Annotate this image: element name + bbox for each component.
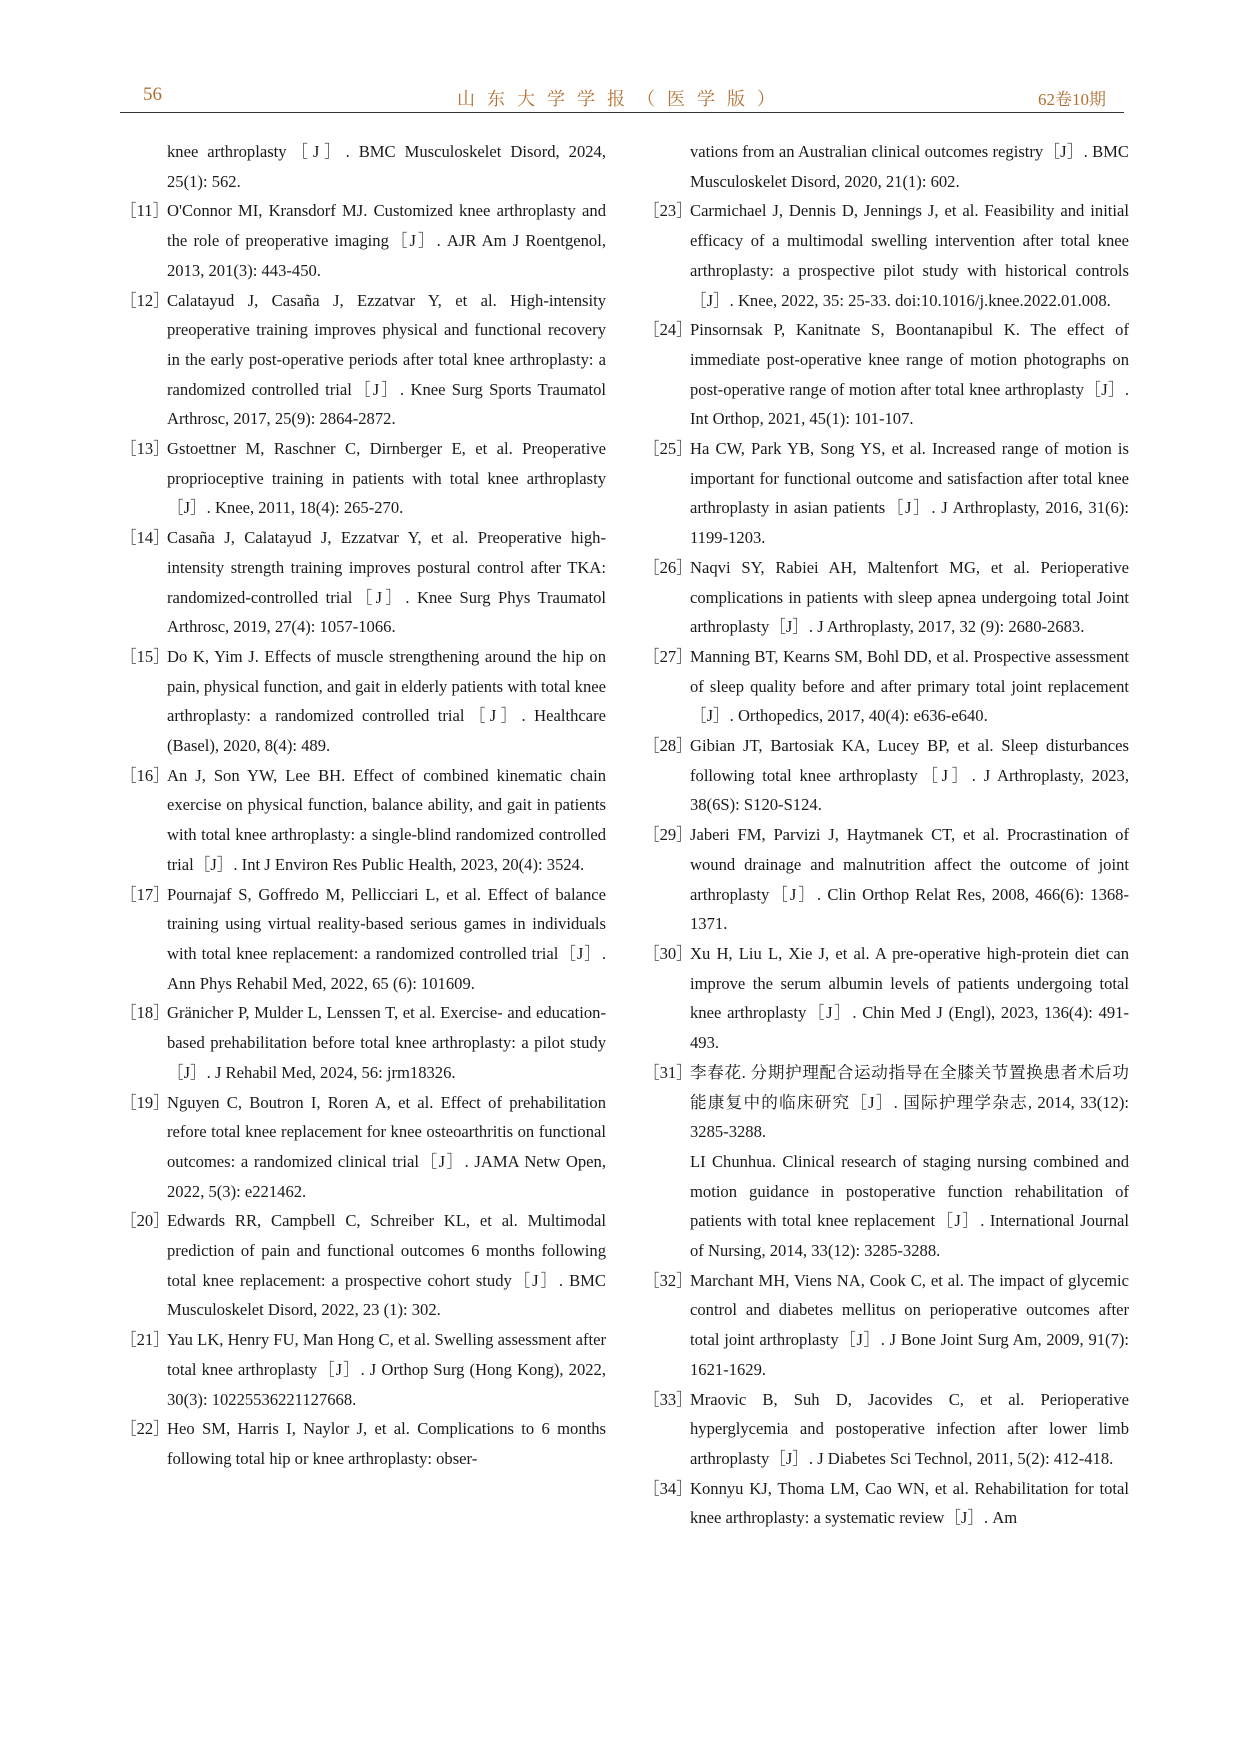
reference-text: Calatayud J, Casaña J, Ezzatvar Y, et al. High-intensity preoperative training improves physical and functional recovery in the early post-operative periods after total knee arthroplasty: a randomized controlled trial［J］. Knee Surg Sports Traumatol Arthrosc, 2017, 25(9): 2864-2872. (167, 290, 606, 429)
reference-entry (643, 1474, 1129, 1533)
reference-number: ［19］ (120, 1092, 170, 1112)
reference-entry (120, 1206, 606, 1325)
reference-text: Marchant MH, Viens NA, Cook C, et al. The impact of glycemic control and diabetes mellitus on perioperative outcomes after total joint arthroplasty［J］. J Bone Joint Surg Am, 2009, 91(7): 1621-1629. (690, 1270, 1129, 1379)
reference-text: Do K, Yim J. Effects of muscle strengthening around the hip on pain, physical function, and gait in elderly patients with total knee arthroplasty: a randomized controlled trial［J］. Healthcare (Basel), 2020, 8(4): 489. (167, 646, 606, 756)
reference-text: Gstoettner M, Raschner C, Dirnberger E, et al. Preoperative proprioceptive training in patients with total knee arthroplasty［J］. Knee, 2011, 18(4): 265-270. (167, 439, 606, 518)
reference-text: Jaberi FM, Parvizi J, Haytmanek CT, et al. Procrastination of wound drainage and malnutrition affect the outcome of joint arthroplasty［J］. Clin Orthop Relat Res, 2008, 466(6): 1368-1371. (690, 825, 1129, 934)
reference-entry (643, 939, 1129, 1058)
reference-number: ［25］ (643, 439, 693, 459)
reference-number: ［32］ (643, 1270, 693, 1290)
reference-text: Konnyu KJ, Thoma LM, Cao WN, et al. Rehabilitation for total knee arthroplasty: a systematic review［J］. Am (690, 1478, 1129, 1528)
reference-text: Yau LK, Henry FU, Man Hong C, et al. Swelling assessment after total knee arthroplasty［J］. J Orthop Surg (Hong Kong), 2022, 30(3): 10225536221127668. (167, 1330, 606, 1409)
reference-text: Nguyen C, Boutron I, Roren A, et al. Effect of prehabilitation refore total knee replacement for knee osteoarthritis on functional outcomes: a randomized clinical trial［J］. JAMA Netw Open, 2022, 5(3): e221462. (167, 1092, 606, 1201)
reference-text: Manning BT, Kearns SM, Bohl DD, et al. Prospective assessment of sleep quality before and after primary total joint replacement［J］. Orthopedics, 2017, 40(4): e636-e640. (690, 646, 1129, 726)
reference-number: ［27］ (643, 646, 693, 666)
reference-number: ［18］ (120, 1003, 170, 1023)
reference-number: ［33］ (643, 1389, 693, 1409)
reference-number: ［29］ (643, 825, 693, 845)
reference-number: ［17］ (120, 884, 170, 904)
reference-entry (643, 315, 1129, 434)
reference-entry (643, 196, 1129, 315)
reference-text: 李春花. 分期护理配合运动指导在全膝关节置换患者术后功能康复中的临床研究［J］. 国际护理学杂志, 2014, 33(12): 3285-3288. (690, 1062, 1129, 1142)
reference-entry (120, 434, 606, 523)
reference-entry (120, 1088, 606, 1207)
running-header (120, 82, 1124, 113)
reference-entry (643, 820, 1129, 939)
reference-text: Edwards RR, Campbell C, Schreiber KL, et al. Multimodal prediction of pain and functional outcomes 6 months following total knee replacement: a prospective cohort study［J］. BMC Musculoskelet Disord, 2022, 23 (1): 302. (167, 1211, 606, 1320)
reference-entry (120, 137, 606, 196)
reference-text: Heo SM, Harris I, Naylor J, et al. Complications to 6 months following total hip or knee arthroplasty: obser- (167, 1419, 606, 1468)
reference-entry (120, 1325, 606, 1414)
reference-entry (120, 286, 606, 435)
reference-entry (643, 1147, 1129, 1266)
page-number: 56 (143, 84, 162, 105)
reference-entry (120, 761, 606, 880)
reference-entry (643, 434, 1129, 553)
reference-entry (643, 731, 1129, 820)
reference-text: Carmichael J, Dennis D, Jennings J, et al. Feasibility and initial efficacy of a multimodal swelling intervention after total knee arthroplasty: a prospective pilot study with historical controls［J］. Knee, 2022, 35: 25-33. doi:10.1016/j.knee.2022.01.008. (690, 201, 1129, 310)
reference-number: ［13］ (120, 439, 170, 459)
reference-number: ［28］ (643, 736, 693, 756)
reference-text: Pournajaf S, Goffredo M, Pellicciari L, et al. Effect of balance training using virtual reality-based serious games in individuals with total knee replacement: a randomized controlled trial［J］. Ann Phys Rehabil Med, 2022, 65 (6): 101609. (167, 884, 606, 993)
reference-entry (120, 196, 606, 285)
reference-entry (120, 1414, 606, 1473)
reference-number: ［23］ (643, 201, 693, 221)
volume-issue: 62卷10期 (1038, 90, 1106, 109)
reference-entry (120, 880, 606, 999)
reference-text: LI Chunhua. Clinical research of staging nursing combined and motion guidance in postoperative function rehabilitation of patients with total knee replacement［J］. International Journal of Nursing, 2014, 33(12): 3285-3288. (690, 1151, 1129, 1261)
right-reference-column (643, 137, 1129, 1533)
reference-entry (120, 642, 606, 761)
reference-entry (643, 642, 1129, 731)
reference-number: ［20］ (120, 1211, 170, 1231)
reference-entry (120, 998, 606, 1087)
reference-text: Casaña J, Calatayud J, Ezzatvar Y, et al. Preoperative high-intensity strength training improves postural control after TKA: randomized-controlled trial［J］. Knee Surg Phys Traumatol Arthrosc, 2019, 27(4): 1057-1066. (167, 528, 606, 637)
reference-entry (120, 523, 606, 642)
reference-number: ［34］ (643, 1478, 693, 1498)
reference-number: ［15］ (120, 646, 170, 666)
reference-text: O'Connor MI, Kransdorf MJ. Customized knee arthroplasty and the role of preoperative imaging［J］. AJR Am J Roentgenol, 2013, 201(3): 443-450. (167, 201, 606, 280)
reference-entry (643, 1385, 1129, 1474)
reference-text: Ha CW, Park YB, Song YS, et al. Increased range of motion is important for functional outcome and satisfaction after total knee arthroplasty in asian patients［J］. J Arthroplasty, 2016, 31(6): 1199-1203. (690, 439, 1129, 548)
reference-text: Mraovic B, Suh D, Jacovides C, et al. Perioperative hyperglycemia and postoperative infection after lower limb arthroplasty［J］. J Diabetes Sci Technol, 2011, 5(2): 412-418. (690, 1389, 1129, 1468)
reference-entry (643, 137, 1129, 196)
journal-title: 山东大学学报（医学版） (457, 89, 787, 109)
reference-entry (643, 553, 1129, 642)
reference-text: An J, Son YW, Lee BH. Effect of combined kinematic chain exercise on physical function, balance ability, and gait in patients with total knee arthroplasty: a single-blind randomized controlled trial［J］. Int J Environ Res Public Health, 2023, 20(4): 3524. (167, 765, 606, 874)
reference-entry (643, 1058, 1129, 1147)
reference-text: knee arthroplasty［J］. BMC Musculoskelet Disord, 2024, 25(1): 562. (167, 142, 606, 191)
reference-number: ［26］ (643, 557, 693, 577)
reference-number: ［11］ (120, 201, 170, 221)
reference-text: Naqvi SY, Rabiei AH, Maltenfort MG, et al. Perioperative complications in patients with sleep apnea undergoing total Joint arthroplasty［J］. J Arthroplasty, 2017, 32 (9): 2680-2683. (690, 557, 1129, 637)
reference-number: ［22］ (120, 1419, 170, 1439)
reference-entry (643, 1266, 1129, 1385)
reference-number: ［31］ (643, 1062, 693, 1082)
reference-number: ［16］ (120, 765, 170, 785)
reference-text: vations from an Australian clinical outcomes registry［J］. BMC Musculoskelet Disord, 2020, 21(1): 602. (690, 142, 1129, 191)
reference-number: ［12］ (120, 290, 170, 310)
reference-number: ［14］ (120, 528, 170, 548)
reference-text: Gibian JT, Bartosiak KA, Lucey BP, et al. Sleep disturbances following total knee arthroplasty［J］. J Arthroplasty, 2023, 38(6S): S120-S124. (690, 736, 1129, 815)
reference-number: ［24］ (643, 320, 693, 340)
reference-number: ［21］ (120, 1330, 170, 1350)
reference-text: Pinsornsak P, Kanitnate S, Boontanapibul K. The effect of immediate post-operative knee range of motion photographs on post-operative range of motion after total knee arthroplasty［J］. Int Orthop, 2021, 45(1): 101-107. (690, 320, 1129, 429)
reference-text: Xu H, Liu L, Xie J, et al. A pre-operative high-protein diet can improve the serum albumin levels of patients undergoing total knee arthroplasty［J］. Chin Med J (Engl), 2023, 136(4): 491-493. (690, 943, 1129, 1053)
reference-text: Gränicher P, Mulder L, Lenssen T, et al. Exercise- and education-based prehabilitation before total knee arthroplasty: a pilot study［J］. J Rehabil Med, 2024, 56: jrm18326. (167, 1003, 606, 1082)
reference-number: ［30］ (643, 943, 693, 963)
left-reference-column (120, 137, 606, 1474)
